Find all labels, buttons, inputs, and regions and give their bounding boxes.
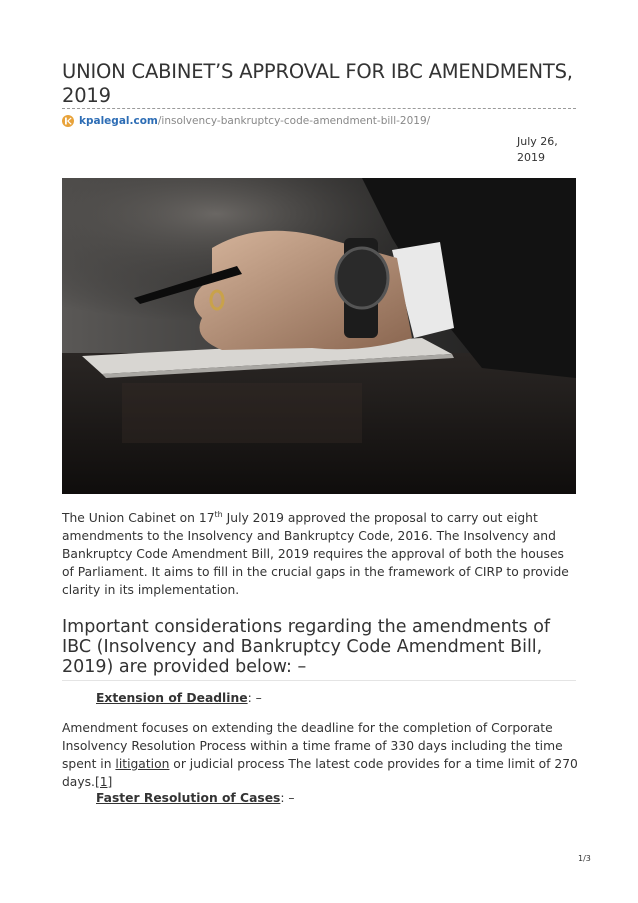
extension-text-rest: or judicial process The latest code provides for a time limit of 270 days.: [62, 757, 578, 789]
extension-paragraph: [62, 719, 578, 791]
item-suffix: : –: [247, 691, 262, 705]
article-image: [62, 178, 576, 494]
source-domain[interactable]: kpalegal.com: [79, 115, 158, 127]
article-title: UNION CABINET’S APPROVAL FOR IBC AMENDMENTS, 2019: [62, 60, 573, 107]
page-number: 1/3: [578, 854, 591, 863]
item-title: Faster Resolution of Cases: [96, 791, 281, 805]
item-heading-extension: [96, 689, 262, 707]
item-title: Extension of Deadline: [96, 691, 248, 705]
extension-text-start: Amendment focuses on extending the deadline for the completion of Corporate Insolvency Resolution Process within a time frame of 330 days including the time spent in: [62, 721, 563, 771]
section-heading: Important considerations regarding the amendments of IBC (Insolvency and Bankruptcy Code Amendment Bill, 2019) are provided below: –: [62, 617, 551, 677]
hand-writing-illustration: [62, 178, 576, 494]
footnote-link[interactable]: [1]: [94, 775, 113, 789]
kpa-logo-icon: [62, 115, 74, 127]
section-divider: [62, 680, 576, 681]
item-suffix: : –: [280, 791, 295, 805]
intro-text-start: The Union Cabinet on 17: [62, 511, 215, 525]
intro-paragraph: [62, 509, 578, 599]
intro-superscript: th: [214, 509, 223, 519]
item-heading-faster-resolution: [96, 789, 295, 807]
publish-date: July 26, 2019: [517, 135, 558, 164]
source-path[interactable]: /insolvency-bankruptcy-code-amendment-bill-2019/: [157, 115, 431, 127]
title-divider: [62, 108, 576, 109]
intro-text-rest: July 2019 approved the proposal to carry out eight amendments to the Insolvency and Bankruptcy Code, 2016. The Insolvency and Bankruptcy Code Amendment Bill, 2019 requires the approval of both the houses of Parliament. It aims to fill in the crucial gaps in the framework of CIRP to provide clarity in its implementation.: [62, 511, 569, 597]
source-url[interactable]: [62, 114, 430, 128]
litigation-link[interactable]: litigation: [115, 757, 170, 771]
